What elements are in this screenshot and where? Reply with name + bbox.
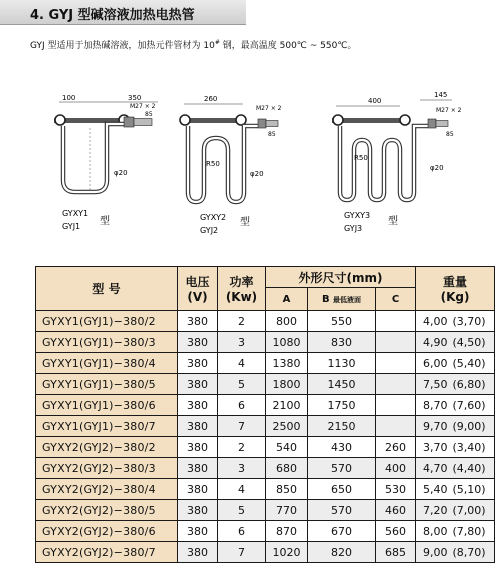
cell-model: GYXY2(GYJ2)−380/7	[36, 542, 178, 563]
cell-c: 460	[376, 500, 416, 521]
cell-c: 400	[376, 458, 416, 479]
d1-dim-top-a: 100	[62, 94, 76, 102]
cell-a: 1380	[266, 353, 308, 374]
heater-drawings	[0, 80, 500, 245]
page-title: 4. GYJ 型碱溶液加热电热管	[30, 8, 195, 23]
header-col-b-label: B	[321, 293, 330, 305]
cell-model: GYXY1(GYJ1)−380/7	[36, 416, 178, 437]
cell-voltage: 380	[178, 521, 218, 542]
cell-b: 2150	[308, 416, 376, 437]
d1-type-char: 型	[100, 216, 110, 227]
header-voltage-unit: (V)	[187, 290, 208, 304]
cell-weight: 8,00	[416, 521, 451, 542]
header-col-b	[308, 288, 376, 311]
drawing-gyj2	[180, 95, 282, 235]
spec-table-body	[36, 311, 495, 563]
cell-weight-alt: (5,40)	[451, 353, 495, 374]
cell-model: GYXY2(GYJ2)−380/3	[36, 458, 178, 479]
cell-model: GYXY1(GYJ1)−380/4	[36, 353, 178, 374]
d1-phi-label: φ20	[114, 169, 128, 177]
cell-model: GYXY2(GYJ2)−380/6	[36, 521, 178, 542]
drawing-gyj3	[332, 91, 462, 233]
header-col-a: A	[266, 288, 308, 311]
cell-power: 4	[218, 353, 266, 374]
cell-voltage: 380	[178, 311, 218, 332]
header-weight-title: 重量	[443, 275, 468, 289]
table-row	[36, 479, 495, 500]
cell-weight-alt: (4,40)	[451, 458, 495, 479]
cell-model: GYXY1(GYJ1)−380/6	[36, 395, 178, 416]
header-power-unit: (Kw)	[225, 290, 258, 304]
intro-superscript: #	[214, 39, 220, 46]
cell-c	[376, 311, 416, 332]
cell-a: 540	[266, 437, 308, 458]
cell-power: 3	[218, 458, 266, 479]
cell-b: 650	[308, 479, 376, 500]
cell-b: 550	[308, 311, 376, 332]
d3-radius-label: R50	[354, 154, 368, 162]
cell-power: 6	[218, 521, 266, 542]
d3-dim-side: 85	[446, 131, 454, 138]
header-voltage	[178, 267, 218, 311]
cell-weight: 9,00	[416, 542, 451, 563]
cell-a: 850	[266, 479, 308, 500]
header-weight-unit: (Kg)	[440, 290, 470, 304]
cell-model: GYXY1(GYJ1)−380/3	[36, 332, 178, 353]
cell-weight-alt: (8,70)	[451, 542, 495, 563]
cell-voltage: 380	[178, 542, 218, 563]
cell-c: 685	[376, 542, 416, 563]
cell-a: 2100	[266, 395, 308, 416]
cell-weight: 4,00	[416, 311, 451, 332]
d2-type-char: 型	[240, 217, 250, 228]
d3-dim-top-b: 145	[434, 91, 448, 99]
table-row	[36, 542, 495, 563]
cell-model: GYXY2(GYJ2)−380/2	[36, 437, 178, 458]
cell-a: 770	[266, 500, 308, 521]
cell-weight: 5,40	[416, 479, 451, 500]
d3-dim-top-a: 400	[368, 97, 382, 105]
d3-type-char: 型	[388, 216, 398, 227]
cell-voltage: 380	[178, 374, 218, 395]
table-row	[36, 500, 495, 521]
cell-b: 430	[308, 437, 376, 458]
d3-phi-label: φ20	[430, 164, 444, 172]
cell-c: 560	[376, 521, 416, 542]
header-power-title: 功率	[229, 275, 254, 289]
header-voltage-title: 电压	[185, 275, 210, 289]
cell-weight: 7,50	[416, 374, 451, 395]
cell-c	[376, 416, 416, 437]
cell-voltage: 380	[178, 332, 218, 353]
header-col-b-note: 最低液面	[333, 295, 362, 304]
cell-weight: 7,20	[416, 500, 451, 521]
cell-weight: 3,70	[416, 437, 451, 458]
cell-power: 2	[218, 437, 266, 458]
d3-label-line2: GYJ3	[344, 224, 363, 233]
cell-power: 7	[218, 416, 266, 437]
cell-a: 800	[266, 311, 308, 332]
cell-power: 5	[218, 374, 266, 395]
cell-voltage: 380	[178, 500, 218, 521]
cell-b: 570	[308, 458, 376, 479]
cell-power: 4	[218, 479, 266, 500]
cell-weight-alt: (7,00)	[451, 500, 495, 521]
cell-b: 820	[308, 542, 376, 563]
cell-weight: 8,70	[416, 395, 451, 416]
cell-weight: 4,70	[416, 458, 451, 479]
d2-phi-label: φ20	[250, 170, 264, 178]
cell-voltage: 380	[178, 458, 218, 479]
d3-thread-label: M27 × 2	[436, 107, 462, 114]
cell-c	[376, 374, 416, 395]
table-row	[36, 353, 495, 374]
header-col-c: C	[376, 288, 416, 311]
cell-voltage: 380	[178, 395, 218, 416]
cell-weight: 4,90	[416, 332, 451, 353]
drawing-gyj1	[54, 94, 158, 231]
table-row	[36, 521, 495, 542]
cell-b: 830	[308, 332, 376, 353]
cell-weight-alt: (5,10)	[451, 479, 495, 500]
cell-power: 5	[218, 500, 266, 521]
header-weight	[416, 267, 495, 311]
cell-model: GYXY1(GYJ1)−380/5	[36, 374, 178, 395]
cell-a: 1080	[266, 332, 308, 353]
cell-weight-alt: (3,70)	[451, 311, 495, 332]
cell-c: 530	[376, 479, 416, 500]
cell-voltage: 380	[178, 353, 218, 374]
cell-weight: 9,70	[416, 416, 451, 437]
intro-text	[30, 38, 490, 51]
d1-dim-top-b: 350	[128, 94, 142, 102]
table-row	[36, 311, 495, 332]
cell-c	[376, 332, 416, 353]
d1-label-line1: GYXY1	[62, 209, 89, 218]
cell-weight-alt: (7,60)	[451, 395, 495, 416]
d2-radius-label: R50	[206, 160, 220, 168]
cell-b: 1450	[308, 374, 376, 395]
d2-dim-top: 260	[204, 95, 218, 103]
table-row	[36, 332, 495, 353]
cell-a: 870	[266, 521, 308, 542]
table-row	[36, 374, 495, 395]
cell-c	[376, 353, 416, 374]
cell-c: 260	[376, 437, 416, 458]
table-row	[36, 458, 495, 479]
cell-a: 2500	[266, 416, 308, 437]
cell-a: 1020	[266, 542, 308, 563]
d2-dim-side: 85	[268, 131, 276, 138]
cell-b: 1130	[308, 353, 376, 374]
intro-text-end: 钢，最高温度 500℃ ~ 550℃。	[219, 41, 357, 51]
cell-weight-alt: (3,40)	[451, 437, 495, 458]
table-row	[36, 437, 495, 458]
d2-thread-label: M27 × 2	[256, 105, 282, 112]
d3-label-line1: GYXY3	[344, 211, 371, 220]
cell-power: 7	[218, 542, 266, 563]
cell-b: 1750	[308, 395, 376, 416]
cell-weight-alt: (9,00)	[451, 416, 495, 437]
cell-weight-alt: (6,80)	[451, 374, 495, 395]
d1-label-line2: GYJ1	[62, 222, 81, 231]
cell-model: GYXY2(GYJ2)−380/4	[36, 479, 178, 500]
cell-model: GYXY2(GYJ2)−380/5	[36, 500, 178, 521]
header-dimensions: 外形尺寸(mm)	[266, 267, 416, 288]
d1-dim-side: 85	[145, 111, 153, 118]
cell-b: 570	[308, 500, 376, 521]
table-row	[36, 416, 495, 437]
cell-weight: 6,00	[416, 353, 451, 374]
cell-b: 670	[308, 521, 376, 542]
cell-model: GYXY1(GYJ1)−380/2	[36, 311, 178, 332]
cell-weight-alt: (7,80)	[451, 521, 495, 542]
cell-weight-alt: (4,50)	[451, 332, 495, 353]
cell-voltage: 380	[178, 479, 218, 500]
d1-thread-label: M27 × 2	[130, 103, 156, 110]
cell-power: 6	[218, 395, 266, 416]
d2-label-line2: GYJ2	[200, 226, 219, 235]
cell-power: 3	[218, 332, 266, 353]
spec-table	[35, 266, 495, 563]
cell-voltage: 380	[178, 416, 218, 437]
cell-power: 2	[218, 311, 266, 332]
cell-c	[376, 395, 416, 416]
cell-voltage: 380	[178, 437, 218, 458]
header-model: 型 号	[36, 267, 178, 311]
header-power	[218, 267, 266, 311]
cell-a: 680	[266, 458, 308, 479]
intro-text-main: GYJ 型适用于加热碱溶液，加热元件管材为 10	[30, 41, 215, 51]
cell-a: 1800	[266, 374, 308, 395]
d2-label-line1: GYXY2	[200, 213, 227, 222]
table-row	[36, 395, 495, 416]
